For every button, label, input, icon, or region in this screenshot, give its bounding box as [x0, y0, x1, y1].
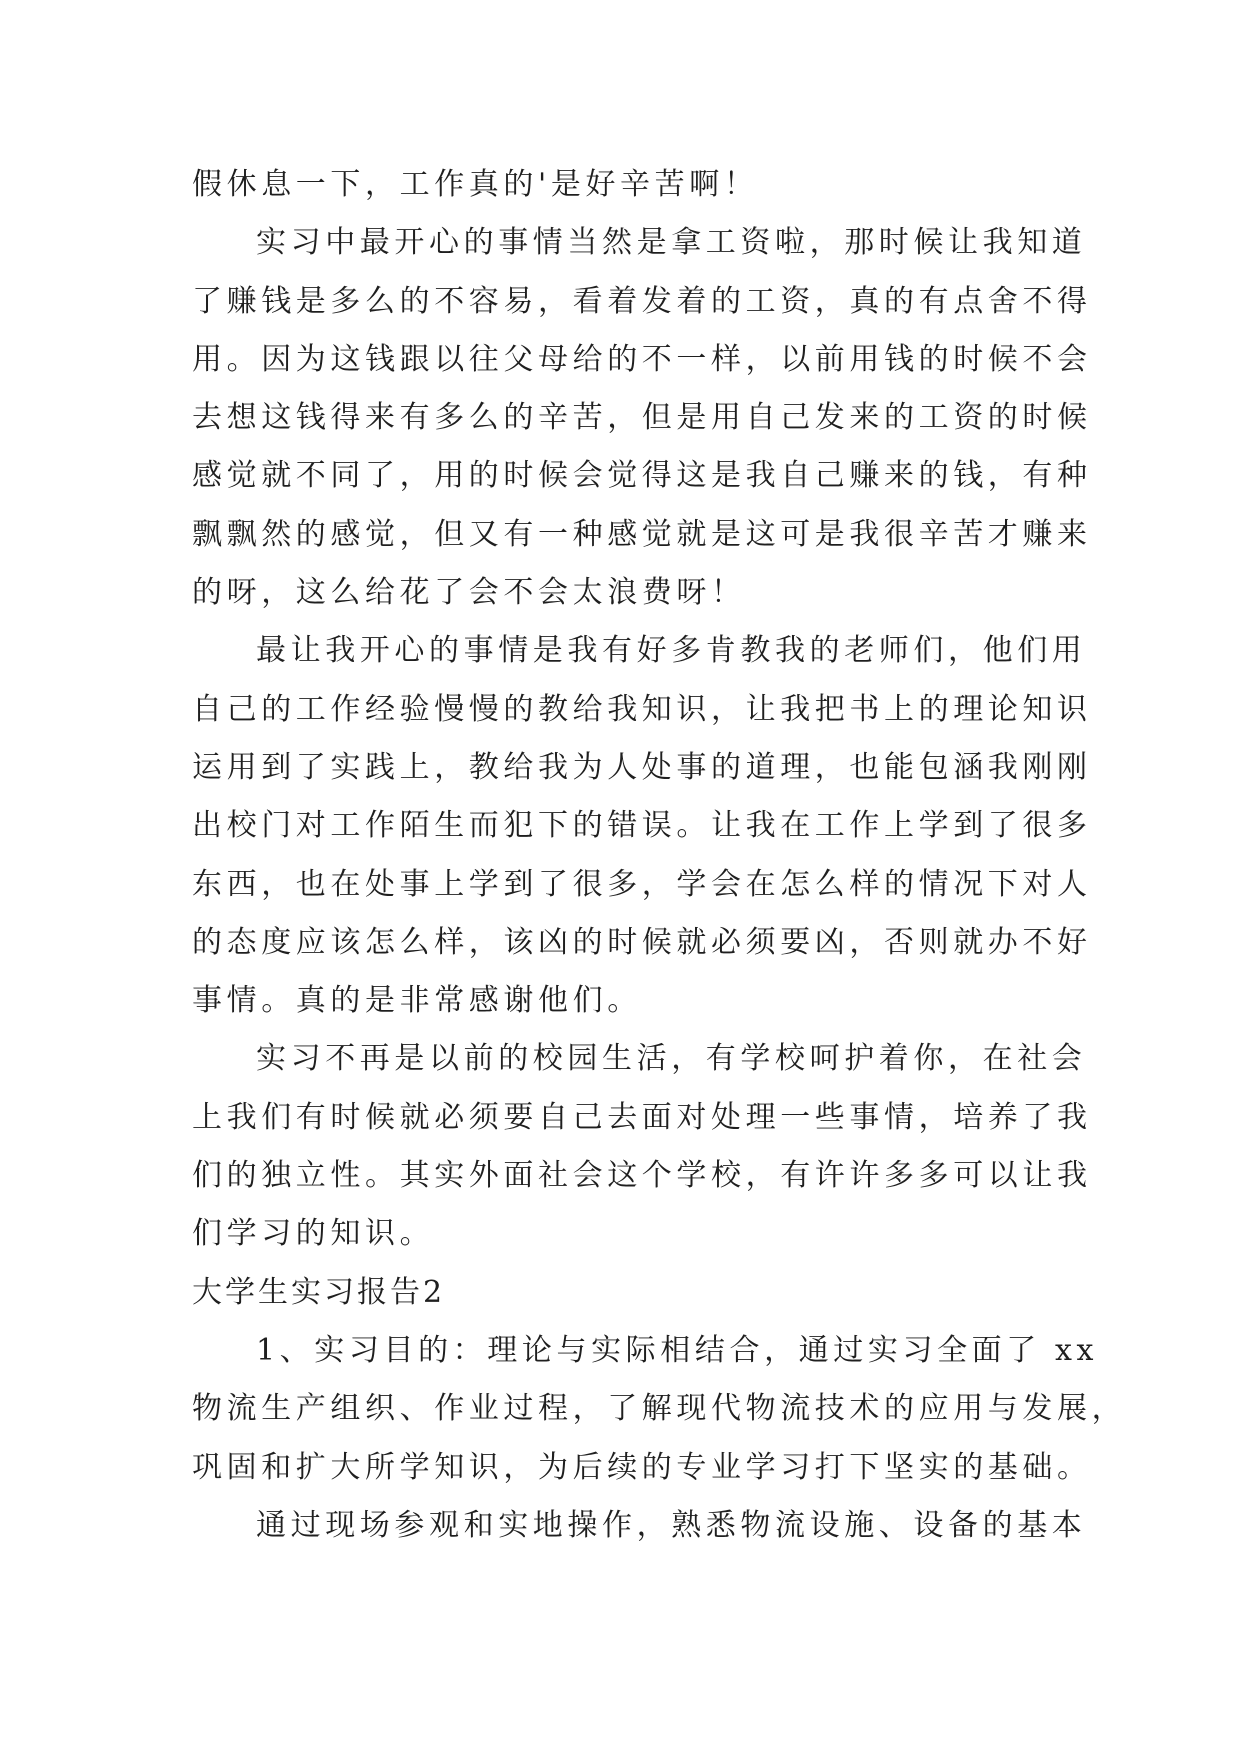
text-line: 事情。真的是非常感谢他们。 [192, 983, 642, 1019]
text-line: 东西，也在处事上学到了很多，学会在怎么样的情况下对人 [192, 866, 1092, 902]
text-line: 们的独立性。其实外面社会这个学校，有许许多多可以让我 [192, 1158, 1092, 1194]
section-heading: 大学生实习报告2 [192, 1274, 446, 1310]
text-line: 的态度应该怎么样，该凶的时候就必须要凶，否则就办不好 [192, 924, 1092, 960]
text-line: 最让我开心的事情是我有好多肯教我的老师们，他们用 [256, 633, 1087, 669]
text-line: 去想这钱得来有多么的辛苦，但是用自己发来的工资的时候 [192, 400, 1092, 436]
text-line: 用。因为这钱跟以往父母给的不一样，以前用钱的时候不会 [192, 341, 1092, 377]
text-line: 感觉就不同了，用的时候会觉得这是我自己赚来的钱，有种 [192, 458, 1092, 494]
text-line: 飘飘然的感觉，但又有一种感觉就是这可是我很辛苦才赚来 [192, 516, 1092, 552]
text-line: 上我们有时候就必须要自己去面对处理一些事情，培养了我 [192, 1099, 1092, 1135]
text-line: 通过现场参观和实地操作，熟悉物流设施、设备的基本 [256, 1507, 1087, 1543]
text-line: 实习不再是以前的校园生活，有学校呵护着你，在社会 [256, 1041, 1087, 1077]
text-line: 1、实习目的：理论与实际相结合，通过实习全面了 xx [256, 1332, 1099, 1368]
text-line: 物流生产组织、作业过程，了解现代物流技术的应用与发展， [192, 1391, 1127, 1427]
text-line: 了赚钱是多么的不容易，看着发着的工资，真的有点舍不得 [192, 283, 1092, 319]
text-line: 出校门对工作陌生而犯下的错误。让我在工作上学到了很多 [192, 808, 1092, 844]
text-line: 运用到了实践上，教给我为人处事的道理，也能包涵我刚刚 [192, 749, 1092, 785]
document-body [192, 156, 1127, 1555]
text-line: 们学习的知识。 [192, 1216, 435, 1252]
text-line: 巩固和扩大所学知识，为后续的专业学习打下坚实的基础。 [192, 1449, 1092, 1485]
text-line: 假休息一下，工作真的'是好辛苦啊！ [192, 167, 759, 202]
text-line: 的呀，这么给花了会不会太浪费呀！ [192, 575, 746, 611]
text-line: 实习中最开心的事情当然是拿工资啦，那时候让我知道 [256, 225, 1087, 261]
text-line: 自己的工作经验慢慢的教给我知识，让我把书上的理论知识 [192, 691, 1092, 727]
